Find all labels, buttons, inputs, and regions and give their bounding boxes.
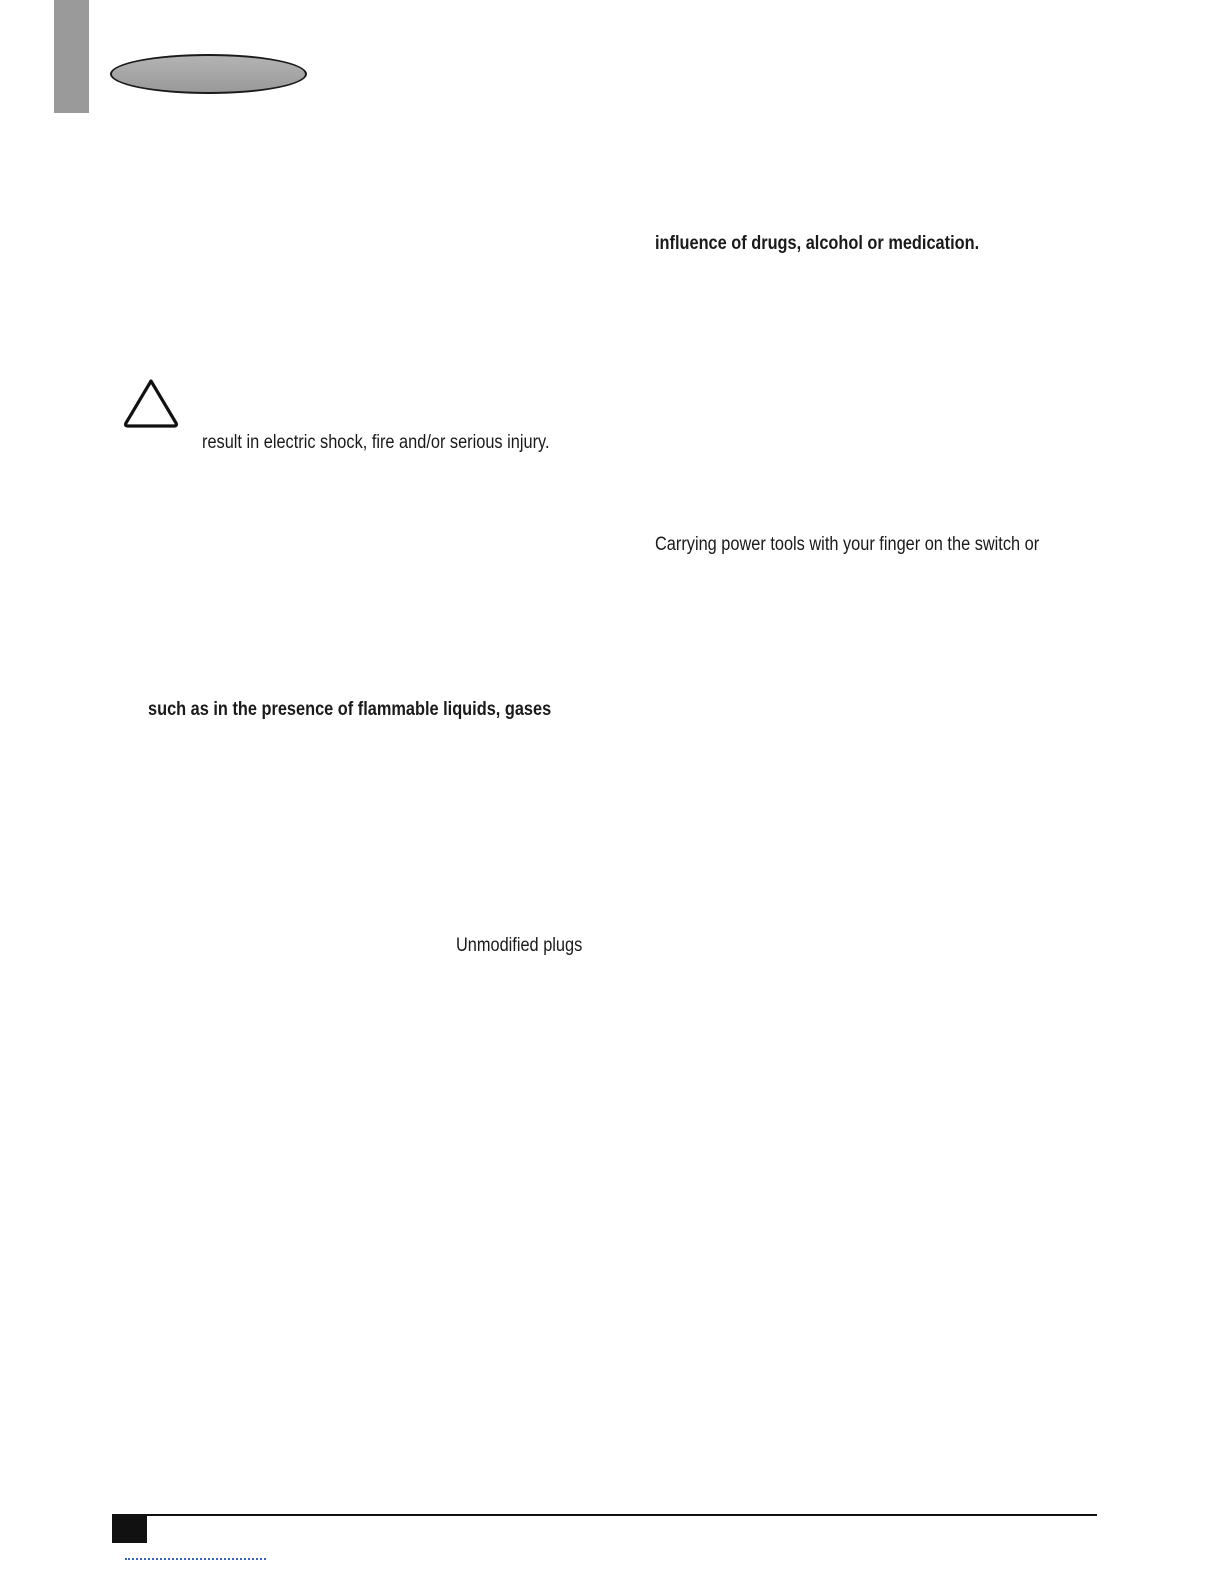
side-tab-marker [54,0,89,113]
text-line-carrying: Carrying power tools with your finger on the switch or [655,534,1040,555]
text-line-influence: influence of drugs, alcohol or medication. [655,233,980,254]
footer-link[interactable] [125,1556,266,1560]
text-line-flammable: such as in the presence of flammable liquids, gases [148,699,552,720]
page-number-box [112,1515,147,1543]
warning-triangle-icon [122,377,180,429]
language-tab-oval [110,54,307,94]
text-line-plugs: Unmodified plugs [456,935,583,956]
text-line-electric-shock: result in electric shock, fire and/or serious injury. [202,432,550,453]
footer-rule [112,1514,1097,1516]
